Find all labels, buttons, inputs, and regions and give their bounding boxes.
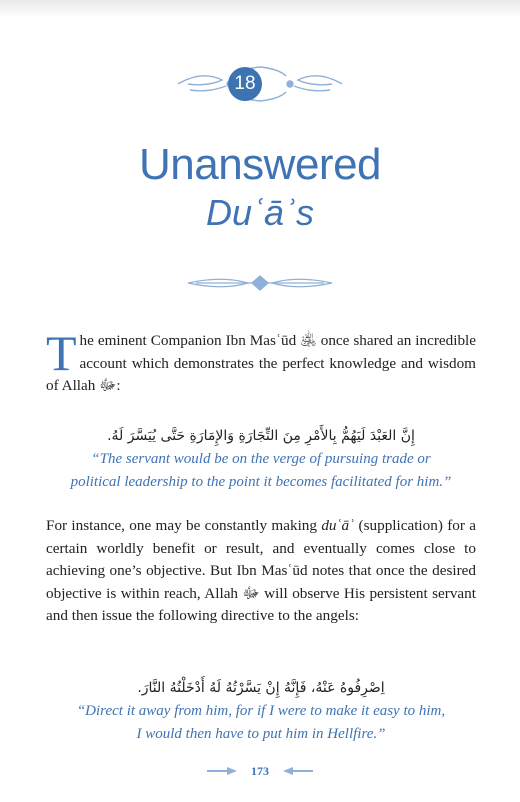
page-number: 173 [251,763,269,778]
quote-block-2 [46,676,476,745]
body-text-end: (supplication) for a certain worldly benefit or result, and eventually comes close to achieving one’s objective. But Ibn Masʿūd notes that once the desired objective is within reach, Allah ﷻ will observe His persistent servant and then issue the following directive to the angels: [46,517,476,624]
dua-term: duʿāʾ [321,517,355,534]
divider-ornament-icon [186,272,334,294]
translation-2-line-1: “Direct it away from him, for if I were to make it easy to him, [76,703,446,719]
arabic-quote-2: اِصْرِفُوهُ عَنْهُ، فَإِنَّهُ إِنْ يَسَّرْتُهُ لَهُ أَدْخَلْتُهُ النَّارَ. [137,680,385,696]
intro-paragraph [46,325,476,398]
drop-cap: T [46,325,77,381]
translation-2-line-2: I would then have to put him in Hellfire.” [136,725,386,742]
body-text-start: For instance, one may be constantly making [46,517,322,534]
arabic-quote-1: إِنَّ العَبْدَ لَيَهُمُّ بِالأَمْرِ مِنَ التِّجَارَةِ وَالإِمَارَةِ حَتَّى يُيَسَّرَ لَهُ. [107,428,415,444]
translation-1-line-2: political leadership to the point it becomes facilitated for him.” [70,473,452,490]
intro-paragraph-block [46,325,476,398]
page-top-shadow [0,0,520,18]
chapter-number-badge: 18 [228,67,262,101]
body-paragraph [46,515,476,628]
arrow-right-icon [207,766,241,776]
intro-paragraph-text: he eminent Companion Ibn Masʿūd ﵁ once shared an incredible account which demonstrates the perfect knowledge and wisdom of Allah ﷻ: [46,332,476,394]
chapter-title: Unanswered [138,140,382,189]
arrow-left-icon [279,766,313,776]
body-paragraph-block [46,515,476,628]
page-footer [0,762,520,780]
translation-1-line-1: “The servant would be on the verge of pursuing trade or [91,451,431,467]
chapter-subtitle: Duʿāʾs [205,192,315,233]
quote-block-1 [46,424,476,493]
